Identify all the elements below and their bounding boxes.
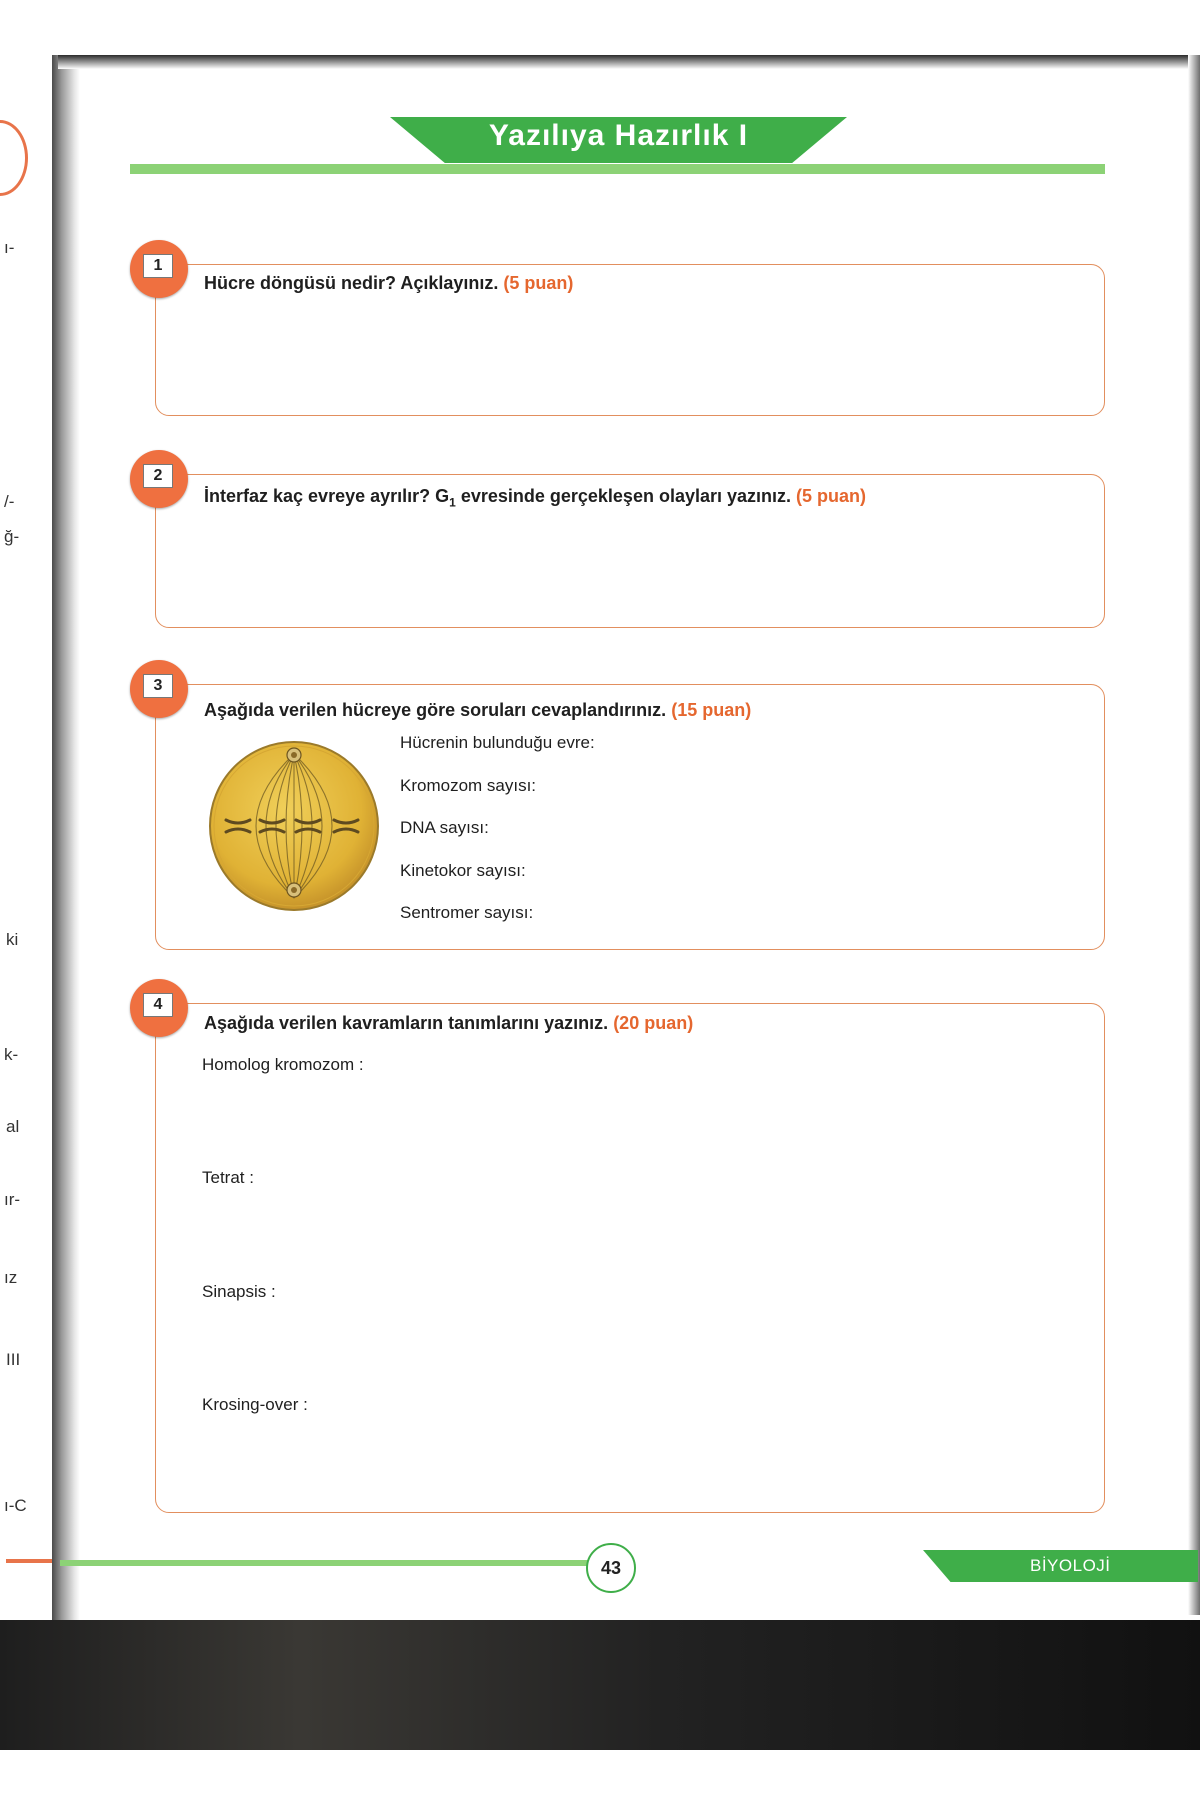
cell-question-line: Kromozom sayısı:: [400, 776, 537, 795]
title-rule: [130, 164, 1105, 174]
question-4-text: [204, 1013, 693, 1034]
page-top-shadow: [58, 55, 1193, 69]
cell-question-line: Hücrenin bulunduğu evre:: [400, 733, 595, 752]
question-points: (5 puan): [796, 486, 867, 506]
question-subscript: 1: [449, 495, 456, 510]
question-4-box: [155, 1003, 1105, 1513]
page-title: Yazılıya Hazırlık I: [488, 119, 749, 152]
margin-fragment: III: [6, 1350, 21, 1369]
scan-bottom-margin: [0, 1750, 1200, 1800]
cell-question-line: DNA sayısı:: [400, 818, 489, 837]
scan-top-margin: [0, 0, 1200, 58]
cell-question-line: Sentromer sayısı:: [400, 903, 534, 922]
margin-fragment: ız: [4, 1268, 18, 1287]
question-1-number: 1: [143, 254, 173, 278]
book-gutter-shadow: [52, 55, 80, 1620]
question-2-text: [204, 486, 866, 510]
term-label: Homolog kromozom :: [202, 1055, 364, 1074]
page-right-shadow: [1188, 55, 1200, 1615]
question-text: Hücre döngüsü nedir? Açıklayınız.: [204, 273, 499, 293]
margin-fragment: al: [6, 1117, 20, 1136]
margin-fragment: k-: [4, 1045, 19, 1064]
footer-rule: [60, 1560, 590, 1566]
margin-fragment: /-: [4, 492, 15, 511]
question-2-number: 2: [143, 464, 173, 488]
question-points: (15 puan): [671, 700, 752, 720]
metaphase-cell-icon: [208, 740, 380, 912]
question-points: (5 puan): [503, 273, 574, 293]
subject-label: BİYOLOJİ: [1030, 1556, 1111, 1575]
previous-page-orange-line: [6, 1559, 58, 1563]
previous-page-edge: [0, 55, 60, 1620]
margin-fragment: ğ-: [4, 527, 20, 546]
margin-fragment: ı-C: [4, 1496, 27, 1515]
margin-fragment: ı-: [4, 238, 15, 257]
question-points: (20 puan): [613, 1013, 694, 1033]
term-label: Krosing-over :: [202, 1395, 308, 1414]
question-text: İnterfaz kaç evreye ayrılır? G: [204, 486, 450, 506]
question-1-text: [204, 273, 573, 294]
scan-background-dark: [0, 1620, 1200, 1750]
cell-question-line: Kinetokor sayısı:: [400, 861, 526, 880]
question-3-text: [204, 700, 751, 721]
margin-fragment: ki: [6, 930, 19, 949]
question-text: Aşağıda verilen hücreye göre soruları cevaplandırınız.: [204, 700, 667, 720]
question-3-number: 3: [143, 674, 173, 698]
margin-fragment: ır-: [4, 1190, 21, 1209]
question-text-continued: evresinde gerçekleşen olayları yazınız.: [455, 486, 792, 506]
term-label: Sinapsis :: [202, 1282, 276, 1301]
term-label: Tetrat :: [202, 1168, 254, 1187]
question-text: Aşağıda verilen kavramların tanımlarını yazınız.: [204, 1013, 609, 1033]
page-number: 43: [586, 1543, 636, 1593]
question-4-number: 4: [143, 993, 173, 1017]
